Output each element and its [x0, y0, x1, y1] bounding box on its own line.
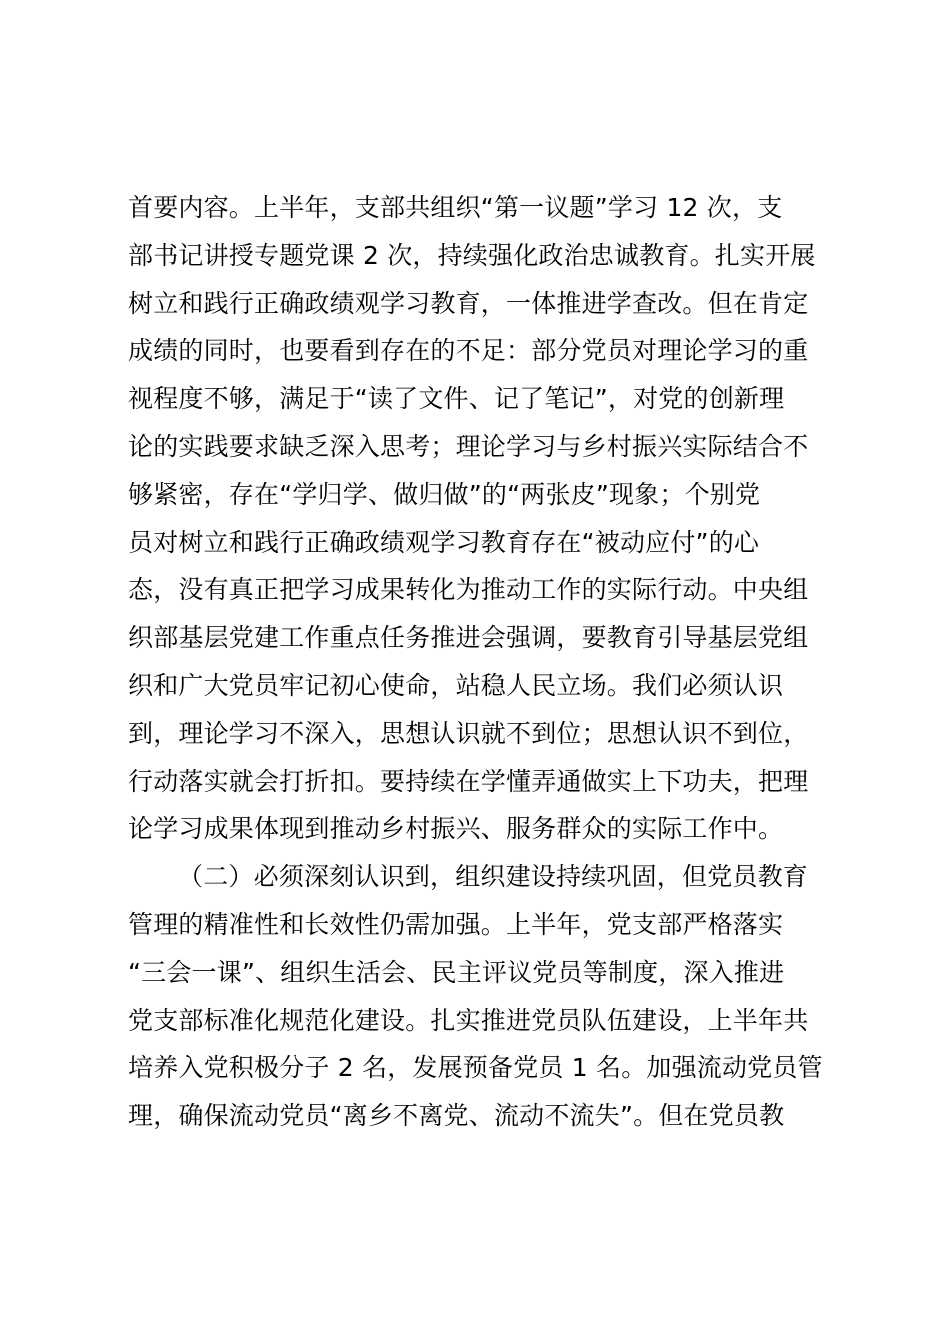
text-line: 到，理论学习不深入，思想认识就不到位；思想认识不到位， [128, 718, 809, 748]
text-line: 态，没有真正把学习成果转化为推动工作的实际行动。中央组 [128, 575, 809, 605]
text-line: 理，确保流动党员“离乡不离党、流动不流失”。但在党员教 [128, 1101, 785, 1131]
text-line: 培养入党积极分子 2 名，发展预备党员 1 名。加强流动党员管 [128, 1053, 823, 1083]
text-line: 行动落实就会打折扣。要持续在学懂弄通做实上下功夫，把理 [128, 766, 809, 796]
text-line: 首要内容。上半年，支部共组织“第一议题”学习 12 次，支 [128, 193, 783, 222]
text-line: 管理的精准性和长效性仍需加强。上半年，党支部严格落实 [128, 909, 784, 939]
section-heading-line: （二）必须深刻认识到，组织建设持续巩固，但党员教育 [178, 862, 809, 892]
text-line: 论的实践要求缺乏深入思考；理论学习与乡村振兴实际结合不 [128, 431, 809, 461]
text-line: 视程度不够，满足于“读了文件、记了笔记”，对党的创新理 [128, 384, 785, 414]
body-text [128, 184, 832, 1140]
text-line: 员对树立和践行正确政绩观学习教育存在“被动应付”的心 [128, 527, 760, 557]
text-line: 成绩的同时，也要看到存在的不足：部分党员对理论学习的重 [128, 336, 809, 366]
text-line: 树立和践行正确政绩观学习教育，一体推进学查改。但在肯定 [128, 288, 809, 318]
text-line: 织和广大党员牢记初心使命，站稳人民立场。我们必须认识 [128, 670, 784, 700]
text-line: 织部基层党建工作重点任务推进会强调，要教育引导基层党组 [128, 623, 809, 653]
text-line: 够紧密，存在“学归学、做归做”的“两张皮”现象；个别党 [128, 479, 761, 509]
text-line: 党支部标准化规范化建设。扎实推进党员队伍建设，上半年共 [128, 1005, 809, 1035]
text-line: 部书记讲授专题党课 2 次，持续强化政治忠诚教育。扎实开展 [128, 240, 816, 270]
text-line: 论学习成果体现到推动乡村振兴、服务群众的实际工作中。 [128, 814, 784, 844]
text-line: “三会一课”、组织生活会、民主评议党员等制度，深入推进 [128, 957, 785, 987]
